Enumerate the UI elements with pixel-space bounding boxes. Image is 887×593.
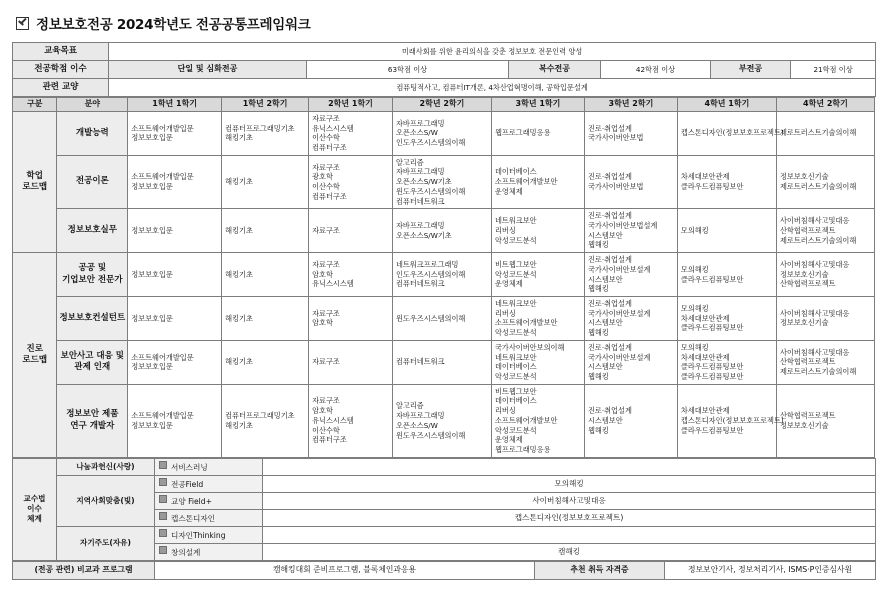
credits-double-value: 42학점 이상 xyxy=(601,61,711,79)
bullet-square-icon xyxy=(159,478,167,486)
teaching-group-label: 지역사회맞춤(빛) xyxy=(57,475,155,526)
matrix-row xyxy=(13,340,875,384)
teaching-section-label: 교수법 이수 체계 xyxy=(13,458,57,560)
curriculum-matrix xyxy=(12,97,875,458)
teaching-group-label: 자기주도(자유) xyxy=(57,526,155,560)
matrix-course-cell: 정보보호입문 xyxy=(128,209,222,253)
teaching-row xyxy=(13,475,876,492)
footer-table xyxy=(12,561,876,580)
matrix-course-cell: 모의해킹 차세대보안관제 클라우드컴퓨팅보안 클라우드컴퓨팅보안 xyxy=(677,340,776,384)
matrix-course-cell: 해킹기초 xyxy=(222,155,309,209)
extracurricular-label: (전공 관련) 비교과 프로그램 xyxy=(13,561,155,579)
teaching-item-value: 모의해킹 xyxy=(263,475,876,492)
matrix-course-cell: 네트워크보안 리버싱 악성코드분석 xyxy=(491,209,584,253)
matrix-header-cell: 분야 xyxy=(57,98,128,112)
matrix-course-cell: 정보보호신기술 제로트러스트기술의이해 xyxy=(776,155,874,209)
teaching-item-label: 캡스톤디자인 xyxy=(155,509,263,526)
bullet-square-icon xyxy=(159,495,167,503)
credits-minor-value: 21학점 이상 xyxy=(791,61,876,79)
table-row xyxy=(13,61,876,79)
matrix-course-cell: 해킹기초 xyxy=(222,297,309,341)
matrix-course-cell: 소프트웨어개발입문 정보보호입문 xyxy=(128,111,222,155)
matrix-course-cell: 모의해킹 xyxy=(677,209,776,253)
matrix-field-label: 정보보호컨설턴트 xyxy=(57,297,128,341)
matrix-course-cell: 해킹기초 xyxy=(222,253,309,297)
table-row xyxy=(13,561,876,579)
matrix-field-label: 정보보호실무 xyxy=(57,209,128,253)
matrix-course-cell: 해킹기초 xyxy=(222,340,309,384)
related-ge-value: 컴퓨팅적사고, 컴퓨터IT개론, 4차산업혁명이해, 공학입문설계 xyxy=(109,79,876,97)
teaching-item-value xyxy=(263,526,876,543)
extracurricular-value: 캠해킹대회 준비프로그램, 블록체인과응용 xyxy=(155,561,535,579)
matrix-course-cell: 진로·취업설계 국가사이버안보설계 시스템보안 웹해킹 xyxy=(584,253,677,297)
matrix-header-cell: 2학년 2학기 xyxy=(392,98,491,112)
matrix-header-cell: 3학년 2학기 xyxy=(584,98,677,112)
teaching-item-label: 전공Field xyxy=(155,475,263,492)
matrix-field-label: 정보보안 제품 연구 개발자 xyxy=(57,384,128,457)
matrix-header-cell: 1학년 2학기 xyxy=(222,98,309,112)
matrix-course-cell: 윈도우즈시스템의이해 xyxy=(392,297,491,341)
teaching-row xyxy=(13,458,876,475)
credits-label: 전공학점 이수 xyxy=(13,61,109,79)
teaching-item-label: 창의설계 xyxy=(155,543,263,560)
matrix-course-cell: 알고리즘 자바프로그래밍 오픈소스S/W기초 윈도우즈시스템의이해 컴퓨터네트워크 xyxy=(392,155,491,209)
bullet-square-icon xyxy=(159,546,167,554)
matrix-course-cell: 소프트웨어개발입문 정보보호입문 xyxy=(128,155,222,209)
bullet-square-icon xyxy=(159,529,167,537)
matrix-course-cell: 산학협력프로젝트 정보보호신기술 xyxy=(776,384,874,457)
matrix-course-cell: 소프트웨어개발입문 정보보호입문 xyxy=(128,384,222,457)
bullet-square-icon xyxy=(159,461,167,469)
matrix-course-cell: 사이버침해사고및대응 산학협력프로젝트 제로트러스트기술의이해 xyxy=(776,209,874,253)
matrix-group-label: 진로 로드맵 xyxy=(13,253,57,458)
teaching-item-value: 캠해킹 xyxy=(263,543,876,560)
summary-table xyxy=(12,42,876,97)
certification-label: 추천 취득 자격증 xyxy=(535,561,665,579)
matrix-course-cell: 진로·취업설계 국가사이버안보법설계 시스템보안 웹해킹 xyxy=(584,209,677,253)
matrix-row xyxy=(13,253,875,297)
matrix-field-label: 공공 및 기업보안 전문가 xyxy=(57,253,128,297)
matrix-course-cell: 자료구조 암호학 xyxy=(309,297,393,341)
matrix-course-cell: 정보보호입문 xyxy=(128,253,222,297)
teaching-item-value: 사이버침해사고및대응 xyxy=(263,492,876,509)
matrix-course-cell: 소프트웨어개발입문 정보보호입문 xyxy=(128,340,222,384)
matrix-course-cell: 진로·취업설계 시스템보안 웹해킹 xyxy=(584,384,677,457)
matrix-course-cell: 자료구조 유닉스시스템 이산수학 컴퓨터구조 xyxy=(309,111,393,155)
matrix-course-cell: 차세대보안관제 클라우드컴퓨팅보안 xyxy=(677,155,776,209)
matrix-course-cell: 비트웹그보안 악성코드분석 운영체제 xyxy=(491,253,584,297)
teaching-item-value xyxy=(263,458,876,475)
teaching-item-label: 교양 Field+ xyxy=(155,492,263,509)
matrix-course-cell: 컴퓨터네트워크 xyxy=(392,340,491,384)
matrix-course-cell: 진로·취업설계 국가사이버안보법 xyxy=(584,111,677,155)
matrix-field-label: 보안사고 대응 및 관제 인재 xyxy=(57,340,128,384)
document-header xyxy=(16,13,875,33)
matrix-course-cell: 진로·취업설계 국가사이버안보법 xyxy=(584,155,677,209)
matrix-course-cell: 차세대보안관제 캡스톤디자인(정보보호프로젝트) 클라우드컴퓨팅보안 xyxy=(677,384,776,457)
matrix-header-cell: 구분 xyxy=(13,98,57,112)
teaching-method-table xyxy=(12,458,876,561)
table-row xyxy=(13,79,876,97)
matrix-field-label: 전공이론 xyxy=(57,155,128,209)
matrix-row xyxy=(13,209,875,253)
teaching-item-value: 캡스톤디자인(정보보호프로젝트) xyxy=(263,509,876,526)
matrix-course-cell: 캡스톤디자인(정보보호프로젝트) xyxy=(677,111,776,155)
goal-label: 교육목표 xyxy=(13,43,109,61)
credits-single-label: 단일 및 심화전공 xyxy=(109,61,307,79)
matrix-course-cell: 자료구조 광호학 이산수학 컴퓨터구조 xyxy=(309,155,393,209)
matrix-group-label: 학업 로드맵 xyxy=(13,111,57,252)
matrix-course-cell: 진로·취업설계 국가사이버안보설계 시스템보안 웹해킹 xyxy=(584,340,677,384)
credits-single-value: 63학점 이상 xyxy=(307,61,509,79)
related-ge-label: 관련 교양 xyxy=(13,79,109,97)
matrix-course-cell: 네트워크보안 리버싱 소프트웨어개발보안 악성코드분석 xyxy=(491,297,584,341)
page-title: 정보보호전공 2024학년도 전공공통프레임워크 xyxy=(36,17,311,33)
matrix-row xyxy=(13,111,875,155)
matrix-course-cell: 자료구조 xyxy=(309,209,393,253)
matrix-course-cell: 해킹기초 xyxy=(222,209,309,253)
matrix-header-cell: 4학년 2학기 xyxy=(776,98,874,112)
credits-double-label: 복수전공 xyxy=(509,61,601,79)
matrix-row xyxy=(13,297,875,341)
teaching-item-label: 서비스러닝 xyxy=(155,458,263,475)
matrix-course-cell: 데이터베이스 소프트웨어개발보안 운영체제 xyxy=(491,155,584,209)
matrix-header-cell: 4학년 1학기 xyxy=(677,98,776,112)
matrix-course-cell: 사이버침해사고및대응 산학협력프로젝트 제로트러스트기술의이해 xyxy=(776,340,874,384)
checkbox-checked-icon xyxy=(16,17,29,30)
matrix-header-cell: 1학년 1학기 xyxy=(128,98,222,112)
matrix-field-label: 개발능력 xyxy=(57,111,128,155)
teaching-group-label: 나눔과헌신(사랑) xyxy=(57,458,155,475)
table-row xyxy=(13,43,876,61)
matrix-course-cell: 컴퓨터프로그래밍기초 해킹기초 xyxy=(222,384,309,457)
matrix-header-cell: 3학년 1학기 xyxy=(491,98,584,112)
matrix-course-cell: 자료구조 암호학 유닉스시스템 xyxy=(309,253,393,297)
matrix-row xyxy=(13,384,875,457)
matrix-course-cell: 비트웹그보안 데이터베이스 리버싱 소프트웨어개발보안 악성코드분석 운영체제 웹프로그래밍응용 xyxy=(491,384,584,457)
matrix-course-cell: 모의해킹 차세대보안관제 클라우드컴퓨팅보안 xyxy=(677,297,776,341)
matrix-course-cell: 자료구조 xyxy=(309,340,393,384)
bullet-square-icon xyxy=(159,512,167,520)
matrix-course-cell: 알고리즘 자바프로그래밍 오픈소스S/W 윈도우즈시스템의이해 xyxy=(392,384,491,457)
goal-value: 미래사회를 위한 윤리의식을 갖춘 정보보호 전문인력 양성 xyxy=(109,43,876,61)
matrix-row xyxy=(13,155,875,209)
matrix-course-cell: 자바프로그래밍 오픈소스S/W기초 xyxy=(392,209,491,253)
matrix-header-row xyxy=(13,98,875,112)
matrix-course-cell: 진로·취업설계 국가사이버안보설계 시스템보안 웹해킹 xyxy=(584,297,677,341)
matrix-course-cell: 사이버침해사고및대응 정보보호신기술 xyxy=(776,297,874,341)
matrix-course-cell: 제로트러스트기술의이해 xyxy=(776,111,874,155)
matrix-course-cell: 사이버침해사고및대응 정보보호신기술 산학협력프로젝트 xyxy=(776,253,874,297)
matrix-course-cell: 정보보호입문 xyxy=(128,297,222,341)
matrix-course-cell: 웹프로그래밍응용 xyxy=(491,111,584,155)
teaching-row xyxy=(13,526,876,543)
matrix-course-cell: 네트워크프로그래밍 인도우즈시스템의이해 컴퓨터네트워크 xyxy=(392,253,491,297)
matrix-course-cell: 자바프로그래밍 오픈소스S/W 인도우즈시스템의이해 xyxy=(392,111,491,155)
matrix-course-cell: 국가사이버안보의이해 네트워크보안 데이터베이스 악성코드분석 xyxy=(491,340,584,384)
matrix-course-cell: 모의해킹 클라우드컴퓨팅보안 xyxy=(677,253,776,297)
matrix-course-cell: 자료구조 암호학 유닉스시스템 이산수학 컴퓨터구조 xyxy=(309,384,393,457)
matrix-header-cell: 2학년 1학기 xyxy=(309,98,393,112)
certification-value: 정보보안기사, 정보처리기사, ISMS·P인증심사원 xyxy=(665,561,876,579)
matrix-course-cell: 컴퓨터프로그래밍기초 해킹기초 xyxy=(222,111,309,155)
teaching-item-label: 디자인Thinking xyxy=(155,526,263,543)
credits-minor-label: 부전공 xyxy=(711,61,791,79)
